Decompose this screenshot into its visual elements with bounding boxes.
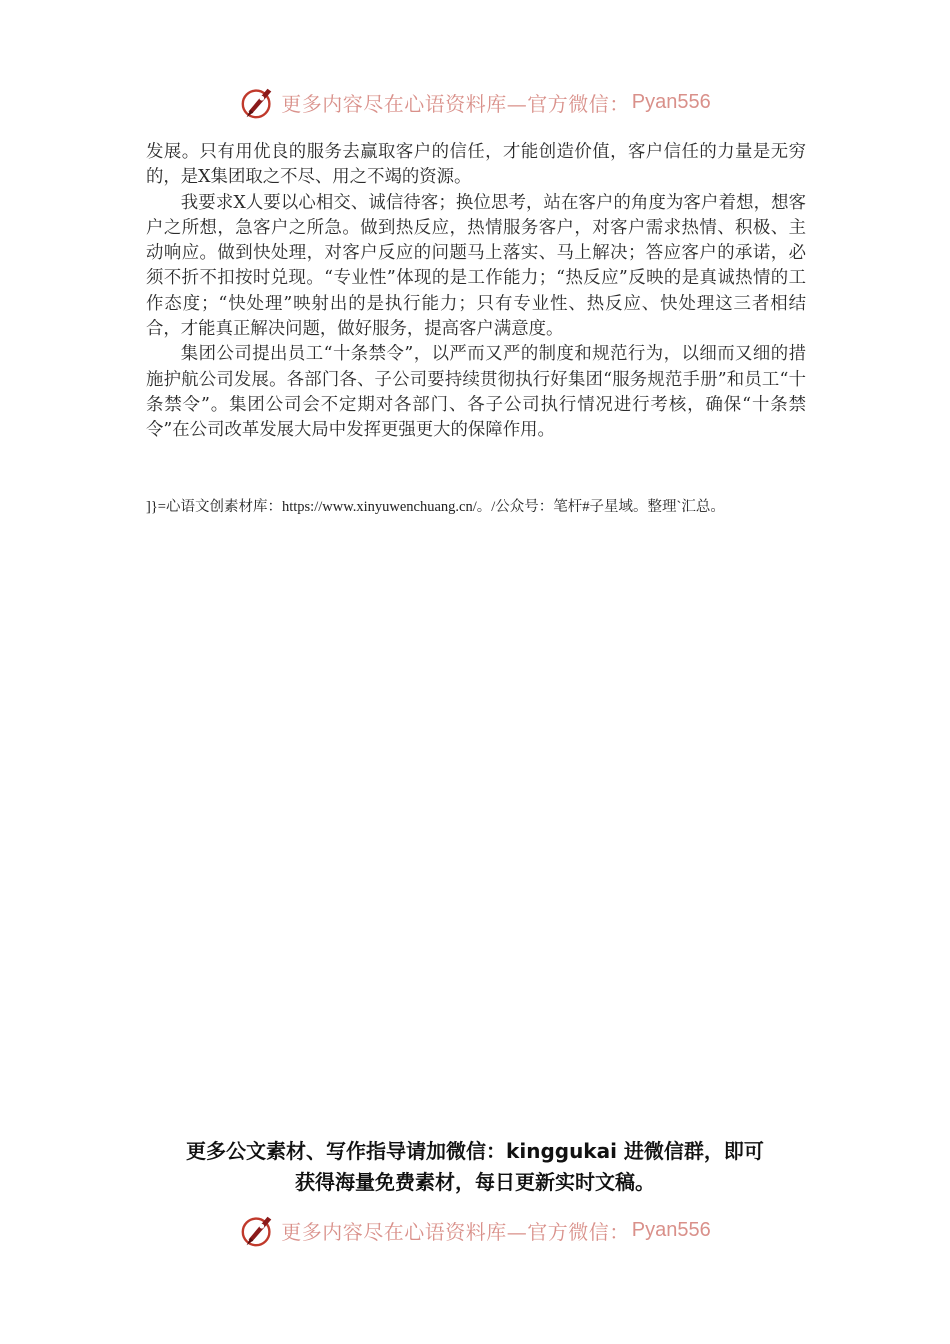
footer-wechat-id: Pyan556 (631, 1218, 711, 1241)
paragraph-2: 我要求X人要以心相交、诚信待客；换位思考，站在客户的角度为客户着想，想客户之所想，急客户之所急。做到热反应，热情服务客户，对客户需求热情、积极、主动响应。做到快处理，对客户反应的问题马上落实、马上解决；答应客户的承诺，必须不折不扣按时兑现。“专业性”体现的是工作能力；“热反应”反映的是真诚热情的工作态度；“快处理”映射出的是执行能力；只有专业性、热反应、快处理这三者相结合，才能真正解决问题，做好服务，提高客户满意度。 (146, 192, 806, 340)
promo-line-2: 获得海量免费素材，每日更新实时文稿。 (295, 1170, 655, 1194)
footer-banner (0, 1208, 950, 1252)
promo-line-1: 更多公文素材、写作指导请加微信：kinggukai 进微信群，即可 (186, 1139, 764, 1163)
paragraph-1: 发展。只有用优良的服务去赢取客户的信任，才能创造价值，客户信任的力量是无穷的，是X集团取之不尽、用之不竭的资源。 (146, 142, 806, 188)
promo-notice (0, 1136, 950, 1198)
header-banner (0, 80, 950, 124)
footer-banner-text: 更多内容尽在心语资料库—官方微信： (281, 1219, 630, 1244)
quill-pen-logo-icon (239, 83, 277, 121)
header-banner-text: 更多内容尽在心语资料库—官方微信： (281, 91, 630, 116)
header-wechat-id: Pyan556 (631, 90, 711, 113)
source-attribution-line: ]}=心语文创素材库：https://www.xinyuwenchuang.cn/。/公众号：笔杆#子星域。整理`汇总。 (146, 499, 725, 515)
quill-pen-logo-icon (239, 1211, 277, 1249)
paragraph-3: 集团公司提出员工“十条禁令”，以严而又严的制度和规范行为，以细而又细的措施护航公司发展。各部门各、子公司要持续贯彻执行好集团“服务规范手册”和员工“十条禁令”。集团公司会不定期对各部门、各子公司执行情况进行考核，确保“十条禁令”在公司改革发展大局中发挥更强更大的保障作用。 (146, 344, 806, 441)
document-body (146, 140, 806, 444)
